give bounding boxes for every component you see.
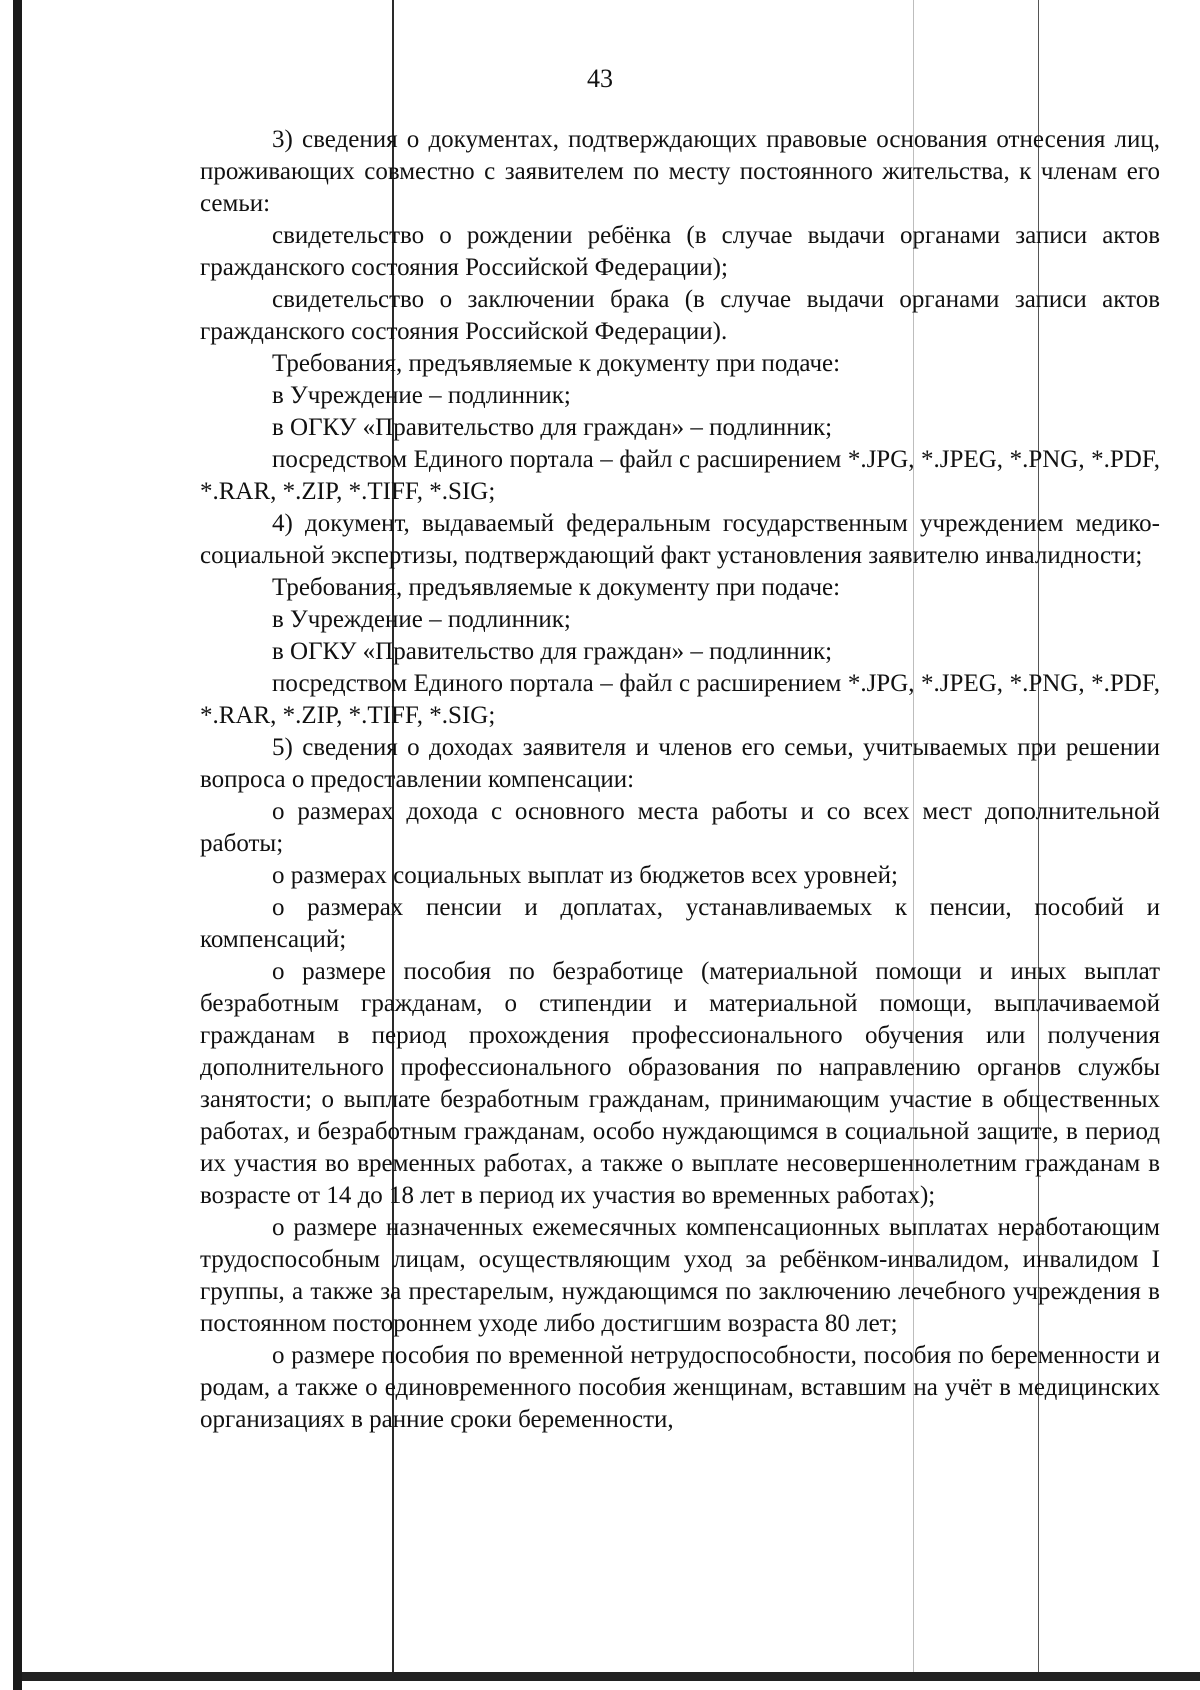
paragraph: о размерах дохода с основного места работы и со всех мест дополнительной работы;: [200, 798, 1160, 857]
paragraph: 4) документ, выдаваемый федеральным государственным учреждением медико-социальной экспертизы, подтверждающий факт установления заявителю инвалидности;: [200, 510, 1160, 569]
paragraph: в ОГКУ «Правительство для граждан» – подлинник;: [272, 638, 833, 665]
paragraph: о размерах пенсии и доплатах, устанавливаемых к пенсии, пособий и компенсаций;: [200, 894, 1160, 953]
paragraph: о размере пособия по безработице (материальной помощи и иных выплат безработным гражданам, о стипендии и материальной помощи, выплачиваемой гражданам в период прохождения профессионального обучения или получения дополнительного профессионального образования по направлению органов службы занятости; о выплате безработным гражданам, принимающим участие в общественных работах, и безработным гражданам, особо нуждающимся в социальной защите, в период их участия во временных работах, а также о выплате несовершеннолетним гражданам в возрасте от 14 до 18 лет в период их участия во временных работах);: [200, 958, 1160, 1209]
paragraph: в Учреждение – подлинник;: [272, 606, 571, 633]
paragraph: в ОГКУ «Правительство для граждан» – подлинник;: [272, 414, 833, 441]
paragraph: 5) сведения о доходах заявителя и членов его семьи, учитываемых при решении вопроса о предоставлении компенсации:: [200, 734, 1160, 793]
paragraph: о размере пособия по временной нетрудоспособности, пособия по беременности и родам, а также о единовременного пособия женщинам, вставшим на учёт в медицинских организациях в ранние сроки беременности,: [200, 1342, 1160, 1433]
paragraph: свидетельство о рождении ребёнка (в случае выдачи органами записи актов гражданского состояния Российской Федерации);: [200, 222, 1160, 281]
paragraph: Требования, предъявляемые к документу при подаче:: [272, 574, 841, 601]
paragraph: о размере назначенных ежемесячных компенсационных выплатах неработающим трудоспособным лицам, осуществляющим уход за ребёнком-инвалидом, инвалидом I группы, а также за престарелым, нуждающимся по заключению лечебного учреждения в постоянном постороннем уходе либо достигшим возраста 80 лет;: [200, 1214, 1160, 1337]
scan-edge-bottom: [22, 1672, 1200, 1681]
paragraph: Требования, предъявляемые к документу при подаче:: [272, 350, 841, 377]
scan-edge-left: [13, 0, 22, 1690]
document-body: [200, 124, 1160, 1436]
paragraph: посредством Единого портала – файл с расширением *.JPG, *.JPEG, *.PNG, *.PDF, *.RAR, *.ZIP, *.TIFF, *.SIG;: [200, 446, 1160, 505]
paragraph: 3) сведения о документах, подтверждающих правовые основания отнесения лиц, проживающих совместно с заявителем по месту постоянного жительства, к членам его семьи:: [200, 126, 1160, 217]
paragraph: свидетельство о заключении брака (в случае выдачи органами записи актов гражданского состояния Российской Федерации).: [200, 286, 1160, 345]
paragraph: о размерах социальных выплат из бюджетов всех уровней;: [272, 862, 898, 889]
paragraph: в Учреждение – подлинник;: [272, 382, 571, 409]
paragraph: посредством Единого портала – файл с расширением *.JPG, *.JPEG, *.PNG, *.PDF, *.RAR, *.ZIP, *.TIFF, *.SIG;: [200, 670, 1160, 729]
page-number: 43: [587, 64, 613, 93]
